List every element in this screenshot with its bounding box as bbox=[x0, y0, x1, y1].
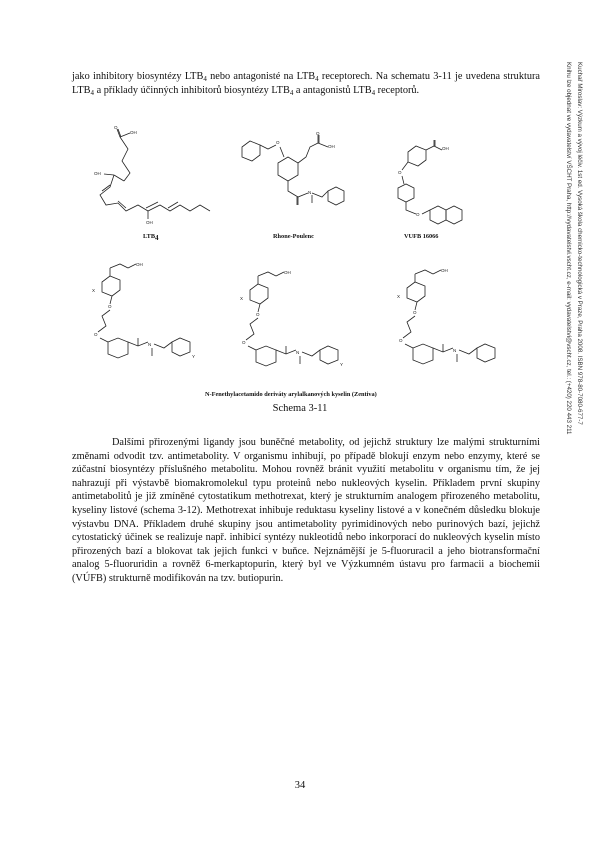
svg-text:O: O bbox=[399, 338, 403, 343]
rhone-poulenc-structure bbox=[238, 131, 348, 230]
svg-text:OH: OH bbox=[136, 262, 143, 267]
svg-text:X: X bbox=[240, 296, 244, 301]
svg-text:OH: OH bbox=[328, 144, 335, 149]
vufb-16066-structure bbox=[390, 140, 490, 230]
svg-text:O: O bbox=[413, 310, 417, 315]
svg-text:N: N bbox=[308, 190, 312, 195]
svg-text:N: N bbox=[296, 350, 300, 355]
zentiva-structure-1 bbox=[80, 262, 210, 382]
rhone-poulenc-label: Rhone-Poulenc bbox=[273, 233, 314, 240]
svg-text:OH: OH bbox=[94, 171, 101, 176]
svg-text:O: O bbox=[256, 312, 260, 317]
ltb4-structure bbox=[90, 125, 220, 225]
zentiva-structure-2 bbox=[228, 268, 368, 388]
svg-text:O: O bbox=[276, 140, 280, 145]
vufb-16066-label: VUFB 16066 bbox=[404, 233, 439, 240]
svg-text:OH: OH bbox=[442, 146, 449, 151]
svg-text:Y: Y bbox=[192, 354, 196, 359]
svg-text:OH: OH bbox=[441, 268, 448, 273]
page-number: 34 bbox=[294, 780, 306, 791]
svg-text:N: N bbox=[148, 342, 152, 347]
svg-text:OH: OH bbox=[284, 270, 291, 275]
svg-text:OH: OH bbox=[130, 130, 137, 135]
svg-text:X: X bbox=[397, 294, 401, 299]
body-paragraph: Dalšími přirozenými ligandy jsou buněčné metabolity, od jejichž struktury lze malými strukturními změnami odvodit tzv. antimetabolity. V organismu inhibují, po případě blokují enzym nebo enzymy, které se zúčastní biosyntézy příslušného metabolitu. Mohou rovněž bránit využití metabolitu v organismu tím, že jej nahrazují při výstavbě biomakromolekul typu proteinů nebo nukleových kyselin. Příkladem první skupiny antimetabolitů je již zmíněné cytostatikum methotrexat, který je strukturním analogem přirozeného metabolitu, kyseliny listové (schema 3-12). Methotrexat inhibuje reduktasu kyseliny listové a v konečném důsledku blokuje výstavbu DNA. Příkladem druhé skupiny jsou antimetabolity pyrimidinových nebo purinových bazí, jejichž cytostatický účinek se realizuje např. inhibicí syntézy nukleotidů nebo inkorporací do nukleových kyselin místo přirozených bazí a blokovat tak jejich funkci v buňce. Nejznámější je 5-fluoruracil a jeho biotransformační analog 5-fluoruridin a rovněž 6-merkaptopurin, který byl ve Výzkumném ústavu pro farmacii a biochemii (VÚFB) strukturně modifikován na tzv. butiopurin. bbox=[72, 437, 540, 584]
svg-text:O: O bbox=[114, 125, 118, 130]
svg-text:O: O bbox=[108, 304, 112, 309]
svg-text:O: O bbox=[398, 170, 402, 175]
svg-text:Y: Y bbox=[340, 362, 344, 367]
schema-caption: Schema 3-11 bbox=[272, 403, 328, 414]
citation-note: Kuchař Miroslav: Výzkum a vývoj léčiv. 1st ed. Vysoká škola chemicko-technologická v Praze, Praha 2008. ISBN 978-80-7080-677-7 bbox=[576, 62, 583, 425]
svg-text:O: O bbox=[416, 212, 420, 217]
ordering-note: Knihu lze objednat ve vydavatelství VŠCHT Praha, http://vydavatelstvi.vscht.cz, e-mail: vydavatelstvi@vscht.cz, tel.: (+420) 220 443 211 bbox=[565, 62, 572, 435]
ltb4-label: $LTB_4$ bbox=[143, 233, 159, 242]
svg-text:O: O bbox=[316, 131, 320, 136]
zentiva-structure-3 bbox=[385, 266, 525, 386]
zentiva-label: N-Fenethylacetamido deriváty arylalkanových kyselin (Zentiva) bbox=[205, 391, 377, 398]
svg-text:O: O bbox=[242, 340, 246, 345]
svg-text:N: N bbox=[453, 348, 457, 353]
intro-paragraph: jako inhibitory biosyntézy $LTB_4$ nebo antagonisté na $LTB_4$ receptorech. Na schematu 3-11 je uvedena struktura $LTB_4$ a příklady účinných inhibitorů biosyntézy $LTB_4$ a antagonistů $LTB_4$ receptorů. bbox=[72, 71, 540, 97]
svg-text:OH: OH bbox=[146, 220, 153, 225]
svg-text:X: X bbox=[92, 288, 96, 293]
svg-text:O: O bbox=[94, 332, 98, 337]
